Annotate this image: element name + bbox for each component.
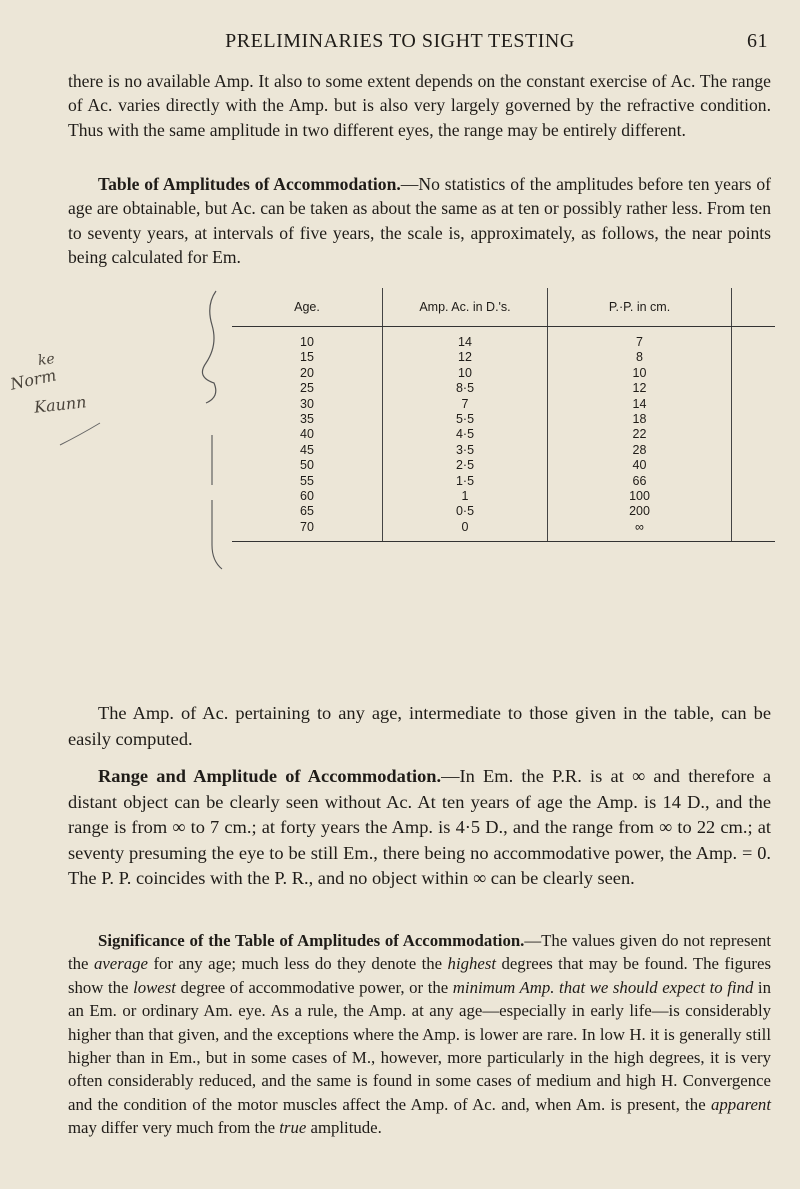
page-number: 61 (747, 30, 768, 52)
table-row (232, 412, 775, 427)
cell-empty (732, 504, 776, 519)
table-row (232, 443, 775, 458)
table-row (232, 474, 775, 489)
cell-pp: 12 (548, 381, 732, 396)
column-header-empty (732, 288, 776, 327)
cell-amp: 2·5 (383, 458, 548, 473)
emphasis: apparent (711, 1094, 771, 1114)
paragraph-text: degrees that may be found. The figures show the (68, 954, 771, 997)
paragraph-range (68, 764, 771, 892)
cell-amp: 7 (383, 397, 548, 412)
cell-empty (732, 366, 776, 381)
cell-amp: 10 (383, 366, 548, 381)
paragraph-text: The Amp. of Ac. pertaining to any age, intermediate to those given in the table, can be easily computed. (68, 703, 771, 749)
emphasis: highest (447, 954, 497, 974)
emphasis: average (93, 954, 149, 974)
emphasis: true (279, 1118, 307, 1138)
paragraph-text: —In Em. the P.R. is at ∞ and therefore a distant object can be clearly seen without Ac. At ten years of age the Amp. is 14 D., and the range is from ∞ to 7 cm.; at forty years the Amp. is 4·5 D., and the range from ∞ to 22 cm.; at seventy presuming the eye to be still Em., there being no accommodative power, the Amp. = 0. The P. P. coincides with the P. R., and no object within ∞ can be clearly seen. (68, 766, 771, 889)
cell-amp: 0 (383, 520, 548, 542)
cell-empty (732, 327, 776, 351)
table-row (232, 504, 775, 519)
cell-age: 60 (300, 489, 314, 504)
cell-pp: 10 (548, 366, 732, 381)
cell-pp: 200 (548, 504, 732, 519)
cell-empty (732, 427, 776, 442)
cell-age: 20 (300, 365, 314, 380)
cell-empty (732, 489, 776, 504)
cell-pp: 8 (548, 350, 732, 365)
table-header-row (232, 288, 775, 327)
handwritten-note: Norm (8, 365, 58, 394)
table-row (232, 366, 775, 381)
cell-empty (732, 443, 776, 458)
paragraph-text: for any age; much less do they denote the (148, 954, 448, 974)
cell-amp: 8·5 (383, 381, 548, 396)
cell-pp: 22 (548, 427, 732, 442)
cell-amp: 1·5 (383, 474, 548, 489)
paragraph-computation (68, 701, 771, 752)
cell-pp: 100 (548, 489, 732, 504)
column-header-age: Age. (232, 288, 383, 327)
table-row (232, 381, 775, 396)
bracket-stroke (212, 435, 222, 569)
paragraph-text: degree of accommodative power, or the (175, 977, 453, 997)
handwritten-note: ke (36, 350, 56, 370)
cell-amp: 5·5 (383, 412, 548, 427)
cell-empty (732, 458, 776, 473)
cell-empty (732, 381, 776, 396)
table-row (232, 427, 775, 442)
cell-pp: 18 (548, 412, 732, 427)
cell-age: 45 (300, 442, 314, 457)
paragraph-text: —The values given do not represent the (68, 931, 771, 974)
emphasis: minimum Amp. that we should expect to find (452, 977, 754, 997)
paragraph-significance (68, 929, 771, 1140)
cell-age: 15 (300, 350, 314, 365)
pencil-bracket (0, 285, 240, 575)
cell-empty (732, 397, 776, 412)
cell-pp: 28 (548, 443, 732, 458)
cell-amp: 3·5 (383, 443, 548, 458)
cell-empty (732, 350, 776, 365)
column-header-amp: Amp. Ac. in D.'s. (383, 288, 548, 327)
page-title: PRELIMINARIES TO SIGHT TESTING (225, 30, 575, 52)
table-row (232, 458, 775, 473)
paragraph-table-intro (68, 172, 771, 270)
cell-age: 10 (300, 335, 314, 349)
cell-age: 50 (300, 458, 314, 473)
cell-age: 65 (300, 504, 314, 519)
cell-pp: 14 (548, 397, 732, 412)
cell-age: 30 (300, 396, 314, 411)
cell-pp: 40 (548, 458, 732, 473)
amplitude-table (232, 288, 775, 542)
runin-heading: Significance of the Table of Amplitudes of Accommodation. (98, 931, 525, 950)
cell-empty (732, 474, 776, 489)
cell-pp: ∞ (548, 520, 732, 542)
column-header-pp: P.·P. in cm. (548, 288, 732, 327)
runin-heading: Range and Amplitude of Accommodation. (98, 766, 442, 786)
runin-heading: Table of Amplitudes of Accommodation. (98, 174, 401, 194)
cell-amp: 12 (383, 350, 548, 365)
cell-age: 40 (300, 427, 314, 442)
paragraph-text: may differ very much from the (68, 1118, 280, 1138)
emphasis: lowest (133, 977, 176, 997)
cell-empty (732, 412, 776, 427)
paragraph-text: amplitude. (306, 1118, 382, 1138)
cell-age: 55 (300, 473, 314, 488)
paragraph-text: there is no available Amp. It also to some extent depends on the constant exercise of Ac. The range of Ac. varies directly with the Amp. but is also very largely governed by the refractive condition. Thus with the same amplitude in two different eyes, the range may be entirely different. (68, 71, 771, 140)
table-row (232, 520, 775, 542)
table-row (232, 327, 775, 351)
cell-empty (732, 520, 776, 542)
pencil-dash (60, 423, 100, 445)
cell-pp: 7 (548, 327, 732, 351)
cell-amp: 0·5 (383, 504, 548, 519)
cell-amp: 4·5 (383, 427, 548, 442)
cell-pp: 66 (548, 474, 732, 489)
table-row (232, 350, 775, 365)
cell-age: 70 (232, 520, 383, 542)
table-row (232, 397, 775, 412)
running-header (0, 30, 800, 60)
paragraph-text: —No statistics of the amplitudes before ten years of age are obtainable, but Ac. can be taken as about the same as at ten or possibly rather less. From ten to seventy years, at intervals of five years, the scale is, approximately, as follows, the near points being calculated for Em. (68, 174, 772, 268)
bracket-stroke (202, 291, 216, 403)
cell-age: 35 (300, 412, 314, 427)
cell-age: 25 (300, 381, 314, 396)
handwritten-note: Kaunn (33, 392, 88, 417)
paragraph-continuation (68, 69, 771, 142)
cell-amp: 1 (383, 489, 548, 504)
paragraph-text: in an Em. or ordinary Am. eye. As a rule, the Amp. at any age—especially in early life—is considerably higher than that given, and the exceptions where the Amp. is lower are rare. In low H. it is generally still higher than in Em., but in some cases of M., however, more particularly in the high degrees, it is very often considerably reduced, and the same is found in some cases of medium and high H. Convergence and the condition of the motor muscles affect the Amp. of Ac. and, when Am. is present, the (68, 977, 771, 1114)
table-row (232, 489, 775, 504)
cell-amp: 14 (383, 327, 548, 351)
